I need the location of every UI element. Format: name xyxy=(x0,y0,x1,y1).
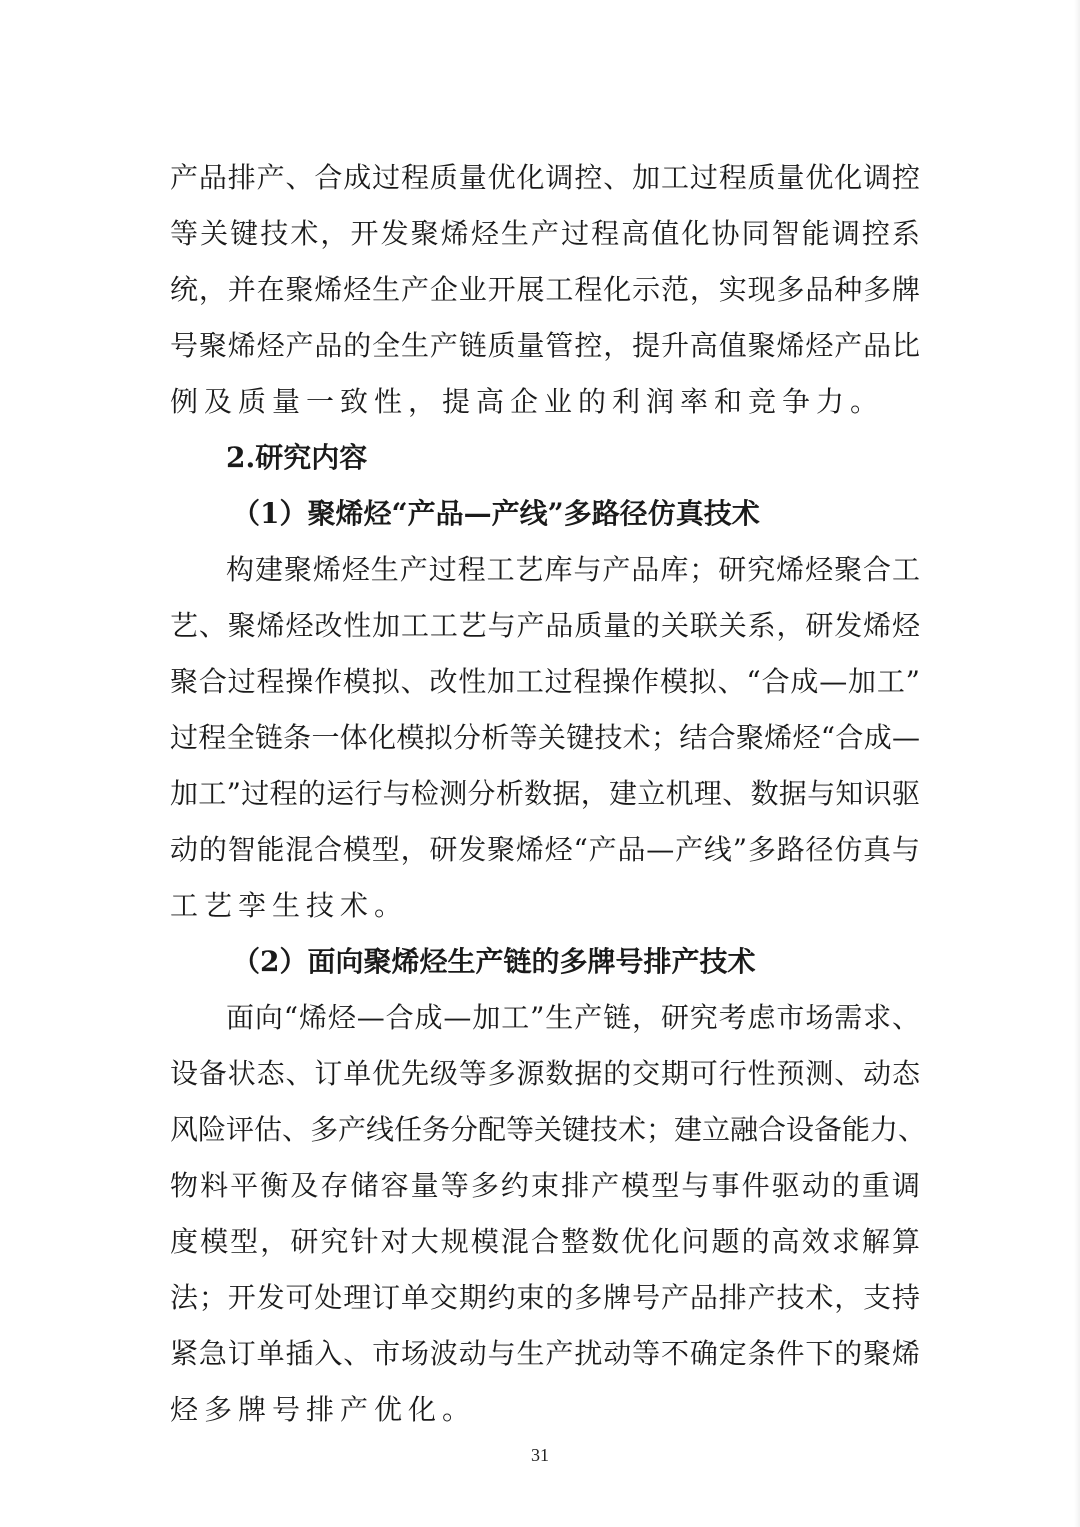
paragraph-line: 工艺孪生技术。 xyxy=(170,889,409,922)
paragraph-line: 面向“烯烃—合成—加工”生产链，研究考虑市场需求、 xyxy=(226,1001,920,1034)
page-body xyxy=(170,150,927,1438)
paragraph-line: 构建聚烯烃生产过程工艺库与产品库；研究烯烃聚合工 xyxy=(226,553,920,586)
paragraph-line: 艺、聚烯烃改性加工工艺与产品质量的关联关系，研发烯烃 xyxy=(170,609,920,642)
paragraph-line: 物料平衡及存储容量等多约束排产模型与事件驱动的重调 xyxy=(170,1169,920,1202)
paragraph-line: 统，并在聚烯烃生产企业开展工程化示范，实现多品种多牌 xyxy=(170,273,920,306)
paragraph-line: 产品排产、合成过程质量优化调控、加工过程质量优化调控 xyxy=(170,161,920,194)
subsection-paragraph xyxy=(170,990,927,1438)
paragraph-line: 烃多牌号排产优化。 xyxy=(170,1393,477,1426)
paragraph-line: 风险评估、多产线任务分配等关键技术；建立融合设备能力、 xyxy=(170,1113,927,1146)
paragraph-line: 过程全链条一体化模拟分析等关键技术；结合聚烯烃“合成— xyxy=(170,721,920,754)
paragraph-line: 聚合过程操作模拟、改性加工过程操作模拟、“合成—加工” xyxy=(170,665,920,698)
continued-paragraph xyxy=(170,150,920,430)
paragraph-line: 号聚烯烃产品的全生产链质量管控，提升高值聚烯烃产品比 xyxy=(170,329,920,362)
paragraph-line: 紧急订单插入、市场波动与生产扰动等不确定条件下的聚烯 xyxy=(170,1337,920,1370)
subsection-heading: （2）面向聚烯烃生产链的多牌号排产技术 xyxy=(232,945,756,978)
paragraph-line: 设备状态、订单优先级等多源数据的交期可行性预测、动态 xyxy=(170,1057,920,1090)
paragraph-line: 例及质量一致性，提高企业的利润率和竞争力。 xyxy=(170,385,885,418)
subsection-heading: （1）聚烯烃“产品—产线”多路径仿真技术 xyxy=(232,497,760,530)
paragraph-line: 度模型，研究针对大规模混合整数优化问题的高效求解算 xyxy=(170,1225,920,1258)
paragraph-line: 加工”过程的运行与检测分析数据，建立机理、数据与知识驱 xyxy=(170,777,920,810)
subsection-paragraph xyxy=(170,542,920,934)
paragraph-line: 等关键技术，开发聚烯烃生产过程高值化协同智能调控系 xyxy=(170,217,920,250)
paragraph-line: 法；开发可处理订单交期约束的多牌号产品排产技术，支持 xyxy=(170,1281,920,1314)
section-heading: 2.研究内容 xyxy=(226,441,368,474)
page-number: 31 xyxy=(531,1445,549,1465)
scan-edge-shading xyxy=(1074,0,1080,1527)
paragraph-line: 动的智能混合模型，研发聚烯烃“产品—产线”多路径仿真与 xyxy=(170,833,920,866)
